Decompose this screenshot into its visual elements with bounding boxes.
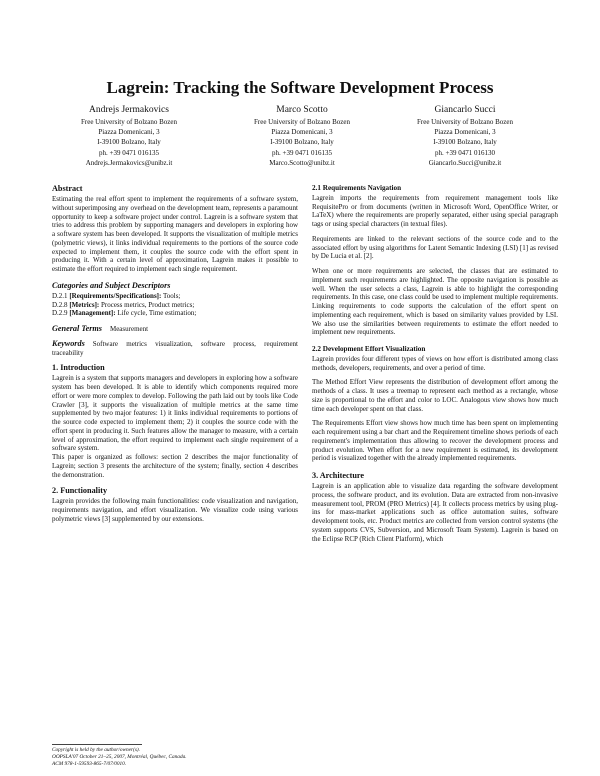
author-email: Giancarlo.Succi@unibz.it <box>428 158 502 167</box>
abstract-heading: Abstract <box>52 184 83 193</box>
author-phone: ph. +39 0471 016135 <box>272 148 332 157</box>
category-label: [Management]: <box>69 309 116 318</box>
author-city: I-39100 Bolzano, Italy <box>270 138 334 147</box>
categories-heading: Categories and Subject Descriptors <box>52 280 171 290</box>
left-column <box>52 184 298 531</box>
category-rest: Tools; <box>161 291 181 300</box>
general-terms <box>52 325 298 334</box>
architecture-heading: 3. Architecture <box>312 471 364 480</box>
copyright-notice <box>52 744 298 768</box>
author-block-1 <box>44 104 214 168</box>
author-name: Giancarlo Succi <box>434 105 496 115</box>
functionality-heading: 2. Functionality <box>52 486 108 496</box>
author-affiliation: Free University of Bolzano Bozen <box>80 118 178 126</box>
introduction-paragraph: This paper is organized as follows: section 2 describes the major functionality of Lagrein; section 3 presents the architecture of the system; finally, section 4 describes the demonstration. <box>52 453 298 479</box>
body-paragraph: The Requirements Effort view shows how much time has been spent on implementing each requirement using a bar chart and the Requirement timeline shows periods of each requirement's implementation thus allowing to recover the development process and product evolution. When effort for a new requirement is estimated, its development period is visualized together with the already implemented requirements. <box>312 419 558 463</box>
author-city: I-39100 Bolzano, Italy <box>97 138 161 147</box>
author-address: Piazza Domenicani, 3 <box>271 128 333 137</box>
copyright-line: Copyright is held by the author/owner(s). <box>52 747 140 753</box>
keywords-text: Software metrics visualization, software process, requirement traceability <box>52 339 298 357</box>
keywords-heading: Keywords <box>52 338 85 348</box>
category-rest: Life cycle, Time estimation; <box>115 309 197 318</box>
paper-title: Lagrein: Tracking the Software Development Process <box>106 78 494 97</box>
general-terms-heading: General Terms <box>52 324 102 333</box>
effort-visualization-heading: 2.2 Development Effort Visualization <box>312 345 426 353</box>
functionality-section <box>52 486 298 523</box>
keywords <box>52 340 298 358</box>
category-code: D.2.8 <box>52 300 68 309</box>
category-code: D.2.1 <box>52 291 68 300</box>
body-paragraph: When one or more requirements are selected, the classes that are estimated to implement such requirements are highlighted. The opposite navigation is possible as well. When the user selects a class, Lagrein is able to highlight the corresponding requirements. In this case, one class could be used to implement multiple requirements. Linking requirements to code supports the calculation of the effort spent on implementing each requirement, which is based on similarity values provided by LSI. We also use the similarities between requirements to estimate the effort needed to implement new requirements. <box>312 267 558 337</box>
body-paragraph: The Method Effort View represents the distribution of development effort among the methods of a class. It uses a treemap to represent each method as a rectangle, whose size is proportional to the effort and color to LOC. Analogous view shows how much time each developer spent on that class. <box>312 378 558 413</box>
author-phone: ph. +39 0471 016130 <box>435 148 495 157</box>
requirements-navigation-heading: 2.1 Requirements Navigation <box>312 184 402 192</box>
footnote-rule <box>52 744 142 745</box>
body-paragraph: Lagrein provides four different types of views on how effort is distributed among class methods, developers, requirements, and over a period of time. <box>312 354 558 372</box>
category-rest: Process metrics, Product metrics; <box>99 300 195 309</box>
abstract-text: Estimating the real effort spent to implement the requirements of a software system, without superimposing any overhead on the development team, represents a paramount opportunity to keep a software project under control. Lagrein is a software system that tries to address this problem by supporting managers and developers in exploring how a software system has been developed. It supports the visualization of multiple metrics (polymetric views), it links individual requirements to the portions of the source code expected to implement them, it couples the source code with the effort spent in producing it. With a certain level of approximation, Lagrein makes it possible to estimate the effort required to implement each single requirement. <box>52 195 298 273</box>
conference-line: OOPSLA'07 October 21–25, 2007, Montréal, Québec, Canada. <box>52 754 187 761</box>
author-email: Andrejs.Jermakovics@unibz.it <box>85 158 173 167</box>
author-address: Piazza Domenicani, 3 <box>98 128 160 137</box>
category-line <box>52 292 298 301</box>
author-affiliation: Free University of Bolzano Bozen <box>416 118 514 126</box>
author-name: Marco Scotto <box>276 105 328 115</box>
author-city: I-39100 Bolzano, Italy <box>433 138 497 147</box>
author-block-2 <box>217 104 387 168</box>
body-paragraph: Lagrein imports the requirements from requirement management tools like RequisitePro or from documents (written in Microsoft Word, OpenOffice Writer, or LaTeX) where the requirements are properly separated, either using special paragraph tags or using special characters (in textual files). <box>312 193 558 228</box>
author-email: Marco.Scotto@unibz.it <box>269 158 335 167</box>
introduction-heading: 1. Introduction <box>52 363 105 373</box>
category-code: D.2.9 <box>52 309 68 318</box>
author-block-3 <box>380 104 550 168</box>
category-line <box>52 309 298 318</box>
acm-line: ACM 978-1-59593-865-7/07/0010. <box>52 761 127 768</box>
author-name: Andrejs Jermakovics <box>89 105 169 115</box>
introduction-paragraph: Lagrein is a system that supports managers and developers in exploring how a software system has been developed. It is able to identify which components required more effort or were more complex to develop. Following the path laid out by tools like Code Crawler [3], it supports the visualization of multiple metrics at the same time supplemented by two major features: 1) it links individual requirements to portions of the source code expected to implement them; 2) it couples the source code with the effort spent in producing it. Such features allow the manager to measure, with a certain level of approximation, the effort required to implement each single requirement of a software system. <box>52 374 298 453</box>
author-phone: ph. +39 0471 016135 <box>99 148 159 157</box>
general-terms-text: Measurement <box>109 325 149 333</box>
abstract-section <box>52 184 298 274</box>
introduction-section <box>52 363 298 479</box>
author-address: Piazza Domenicani, 3 <box>434 128 496 137</box>
body-paragraph: Requirements are linked to the relevant sections of the source code and to the associated effort by using algorithms for Latent Semantic Indexing (LSI) [1] as revised by De Lucia et al. [2]. <box>312 234 558 261</box>
category-label: [Requirements/Specifications]: <box>69 291 162 300</box>
categories-section <box>52 281 298 318</box>
right-column <box>312 184 558 549</box>
category-line <box>52 301 298 310</box>
functionality-text: Lagrein provides the following main functionalities: code visualization and navigation, requirements navigation, and effort visualization. We visualize code using various polymetric views [3] supplemented by our extensions. <box>52 497 298 523</box>
body-paragraph: Lagrein is an application able to visualize data regarding the software development process, the software product, and its evolution. Data are extracted from non-invasive measurement tool, PROM (PRO Metrics) [4]. It collects process metrics by using plug-ins for mass-market applications such as office automation suites, software development tools, etc. Product metrics are collected from version control systems (the system supports CVS, Subversion, and Microsoft Team System). Lagrein is based on the Eclipse RCP (Rich Client Platform), which <box>312 482 558 543</box>
author-affiliation: Free University of Bolzano Bozen <box>253 118 351 126</box>
category-label: [Metrics]: <box>69 300 100 309</box>
